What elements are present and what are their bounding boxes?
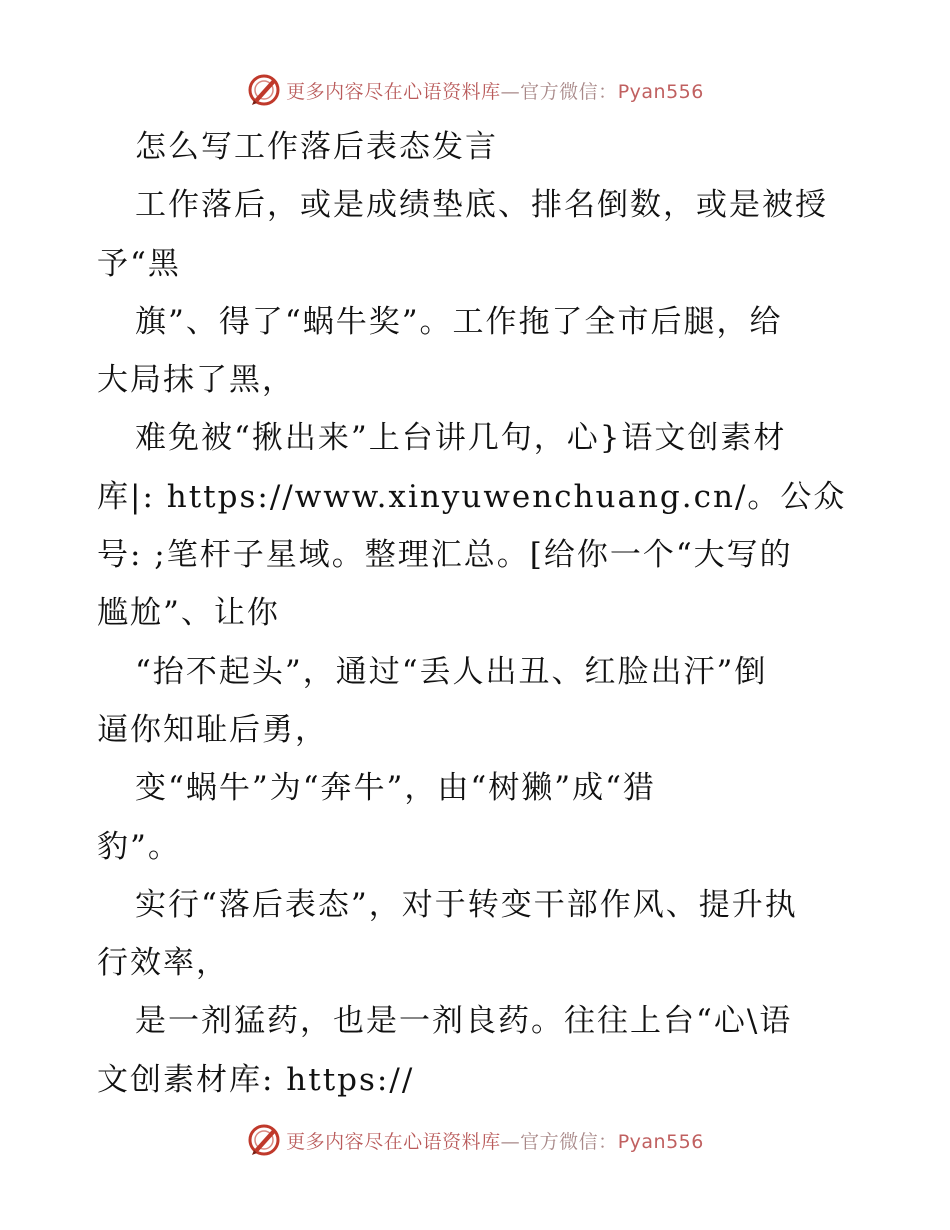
pen-logo-icon	[246, 72, 282, 108]
text-line: 大局抹了黑，	[97, 362, 295, 399]
text-line: 予“黑	[97, 245, 181, 282]
text-line: 实行“落后表态”，对于转变干部作风、提升执	[135, 886, 798, 923]
banner-dash: —	[500, 80, 521, 103]
banner-watermark	[246, 72, 704, 108]
text-line: 豹”。	[97, 828, 181, 865]
document-body	[97, 118, 857, 1109]
text-line: “抬不起头”，通过“丢人出丑、红脸出汗”倒	[135, 653, 768, 690]
banner-dash: —	[500, 1130, 521, 1153]
text-line: 旗”、得了“蜗牛奖”。工作拖了全市后腿，给	[135, 303, 783, 340]
banner-official-label: 官方微信：	[520, 80, 618, 103]
text-line: 库|: https://www.xinyuwenchuang.cn/。公众	[97, 478, 847, 515]
banner-watermark	[246, 1122, 704, 1158]
text-line: 行效率，	[97, 945, 229, 982]
text-line: 尴尬”、让你	[97, 595, 280, 632]
footer-banner	[0, 1120, 950, 1160]
banner-wechat-id: Pyan556	[617, 1130, 704, 1153]
banner-prefix: 更多内容尽在心语资料库	[286, 80, 501, 103]
banner-wechat-id: Pyan556	[617, 80, 704, 103]
text-line: 变“蜗牛”为“奔牛”，由“树獭”成“猎	[135, 770, 656, 807]
banner-official-label: 官方微信：	[520, 1130, 618, 1153]
text-line: 文创素材库: https://	[97, 1061, 415, 1098]
pen-logo-icon	[246, 1122, 282, 1158]
text-line: 号: ;笔杆子星域。整理汇总。[给你一个“大写的	[97, 537, 793, 574]
banner-text	[286, 1127, 704, 1154]
header-banner	[0, 70, 950, 110]
banner-text	[286, 77, 704, 104]
text-line: 工作落后，或是成绩垫底、排名倒数，或是被授	[135, 187, 828, 224]
text-line: 是一剂猛药，也是一剂良药。往往上台“心\语	[135, 1003, 793, 1040]
banner-prefix: 更多内容尽在心语资料库	[286, 1130, 501, 1153]
document-title: 怎么写工作落后表态发言	[135, 129, 498, 165]
text-line: 逼你知耻后勇，	[97, 711, 328, 748]
text-line: 难免被“揪出来”上台讲几句，心}语文创素材	[135, 420, 787, 457]
